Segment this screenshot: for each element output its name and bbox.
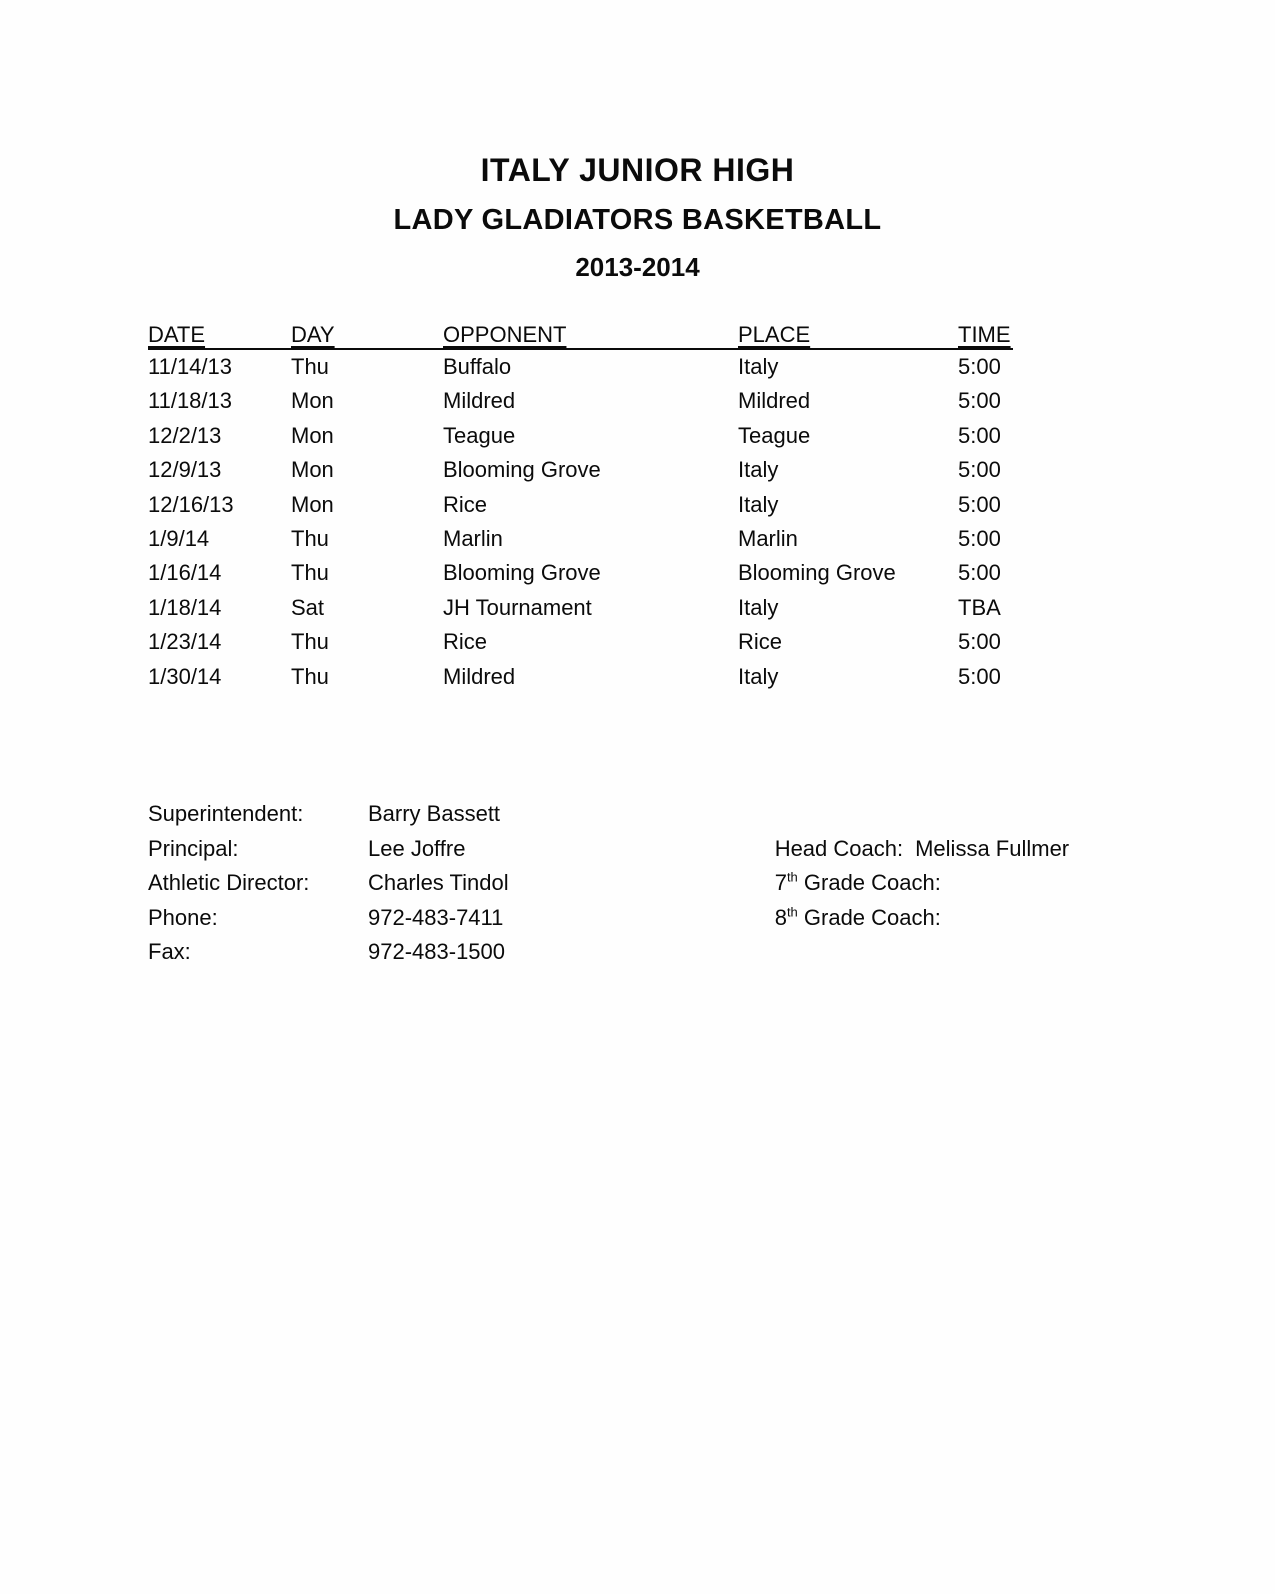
cell-place: Marlin	[738, 525, 798, 551]
cell-time: 5:00	[958, 388, 1001, 414]
contact-row-superintendent	[148, 797, 509, 832]
table-row	[148, 384, 1013, 418]
column-header-day: DAY	[291, 322, 335, 347]
cell-time: 5:00	[958, 457, 1001, 483]
contact-label: Fax:	[148, 939, 191, 964]
cell-time: 5:00	[958, 629, 1001, 655]
cell-place: Italy	[738, 663, 779, 689]
document-header	[0, 152, 1275, 283]
column-header-date: DATE	[148, 322, 206, 347]
cell-opponent: Mildred	[443, 663, 516, 689]
cell-opponent: Teague	[443, 422, 516, 448]
cell-time: 5:00	[958, 491, 1001, 517]
contact-label: Principal:	[148, 835, 239, 861]
cell-day: Thu	[291, 354, 329, 379]
table-row	[148, 522, 1013, 556]
column-header-place: PLACE	[738, 322, 811, 347]
cell-time: 5:00	[958, 525, 1001, 551]
contact-label: Head Coach:	[774, 835, 904, 861]
cell-opponent: Blooming Grove	[443, 560, 601, 586]
season-title: 2013-2014	[575, 252, 700, 282]
contact-row-head-coach	[738, 797, 1070, 861]
contact-value: Lee Joffre	[368, 835, 466, 861]
contact-row-phone	[148, 901, 509, 936]
cell-opponent: Marlin	[443, 525, 503, 551]
contact-label-rest: Grade Coach:	[797, 870, 941, 895]
ordinal-suffix: th	[786, 904, 798, 920]
cell-opponent: Mildred	[443, 388, 516, 414]
cell-date: 1/9/14	[148, 525, 210, 551]
cell-place: Italy	[738, 594, 779, 620]
cell-opponent: Rice	[443, 491, 488, 517]
team-title: LADY GLADIATORS BASKETBALL	[393, 204, 882, 236]
contact-value: 972-483-1500	[368, 939, 506, 964]
cell-day: Sat	[291, 594, 325, 620]
table-row	[148, 453, 1013, 487]
table-row	[148, 556, 1013, 590]
cell-day: Mon	[291, 491, 334, 517]
cell-place: Teague	[738, 422, 811, 448]
cell-place: Italy	[738, 491, 779, 517]
cell-opponent: Blooming Grove	[443, 457, 601, 483]
cell-date: 11/14/13	[148, 354, 233, 379]
contact-info-right	[738, 797, 1070, 930]
table-row	[148, 488, 1013, 522]
cell-day: Thu	[291, 525, 329, 551]
cell-opponent: JH Tournament	[443, 594, 592, 620]
table-row	[148, 350, 1013, 384]
cell-place: Rice	[738, 629, 783, 655]
cell-date: 11/18/13	[148, 388, 233, 414]
cell-day: Mon	[291, 457, 334, 483]
contact-value: Charles Tindol	[368, 870, 509, 895]
cell-place: Italy	[738, 354, 779, 379]
cell-opponent: Rice	[443, 629, 488, 655]
cell-date: 12/2/13	[148, 422, 222, 448]
ordinal-suffix: th	[786, 869, 798, 885]
contact-info-left	[148, 797, 509, 970]
contact-value: Melissa Fullmer	[915, 835, 1070, 861]
cell-day: Thu	[291, 663, 329, 689]
cell-opponent: Buffalo	[443, 354, 512, 379]
cell-date: 1/23/14	[148, 629, 222, 655]
cell-day: Mon	[291, 388, 334, 414]
schedule-table	[148, 322, 1013, 694]
cell-day: Mon	[291, 422, 334, 448]
column-header-opponent: OPPONENT	[443, 322, 567, 347]
table-row	[148, 660, 1013, 694]
cell-time: TBA	[958, 594, 1001, 620]
cell-place: Italy	[738, 457, 779, 483]
contact-row-principal	[148, 832, 509, 867]
cell-date: 12/16/13	[148, 491, 234, 517]
contact-value: 972-483-7411	[368, 904, 504, 930]
contact-label: 7	[774, 870, 787, 895]
cell-place: Mildred	[738, 388, 811, 414]
contact-row-athletic-director	[148, 866, 509, 901]
cell-date: 12/9/13	[148, 457, 222, 483]
contact-value: Barry Bassett	[368, 801, 501, 826]
cell-date: 1/18/14	[148, 594, 222, 620]
column-header-time: TIME	[958, 322, 1011, 347]
contact-row-fax	[148, 935, 509, 970]
cell-date: 1/16/14	[148, 560, 222, 586]
contact-label: Athletic Director:	[148, 870, 310, 895]
contact-label: 8	[774, 904, 787, 930]
contact-label: Superintendent:	[148, 801, 304, 826]
school-title: ITALY JUNIOR HIGH	[480, 152, 795, 188]
cell-place: Blooming Grove	[738, 560, 896, 586]
cell-time: 5:00	[958, 354, 1001, 379]
table-row	[148, 419, 1013, 453]
table-header-row	[148, 322, 1013, 350]
contact-label-rest: Grade Coach:	[797, 904, 941, 930]
cell-day: Thu	[291, 560, 329, 586]
cell-day: Thu	[291, 629, 329, 655]
table-row	[148, 591, 1013, 625]
cell-time: 5:00	[958, 663, 1001, 689]
table-row	[148, 625, 1013, 659]
cell-time: 5:00	[958, 560, 1001, 586]
contact-label: Phone:	[148, 904, 218, 930]
cell-date: 1/30/14	[148, 663, 222, 689]
cell-time: 5:00	[958, 422, 1001, 448]
